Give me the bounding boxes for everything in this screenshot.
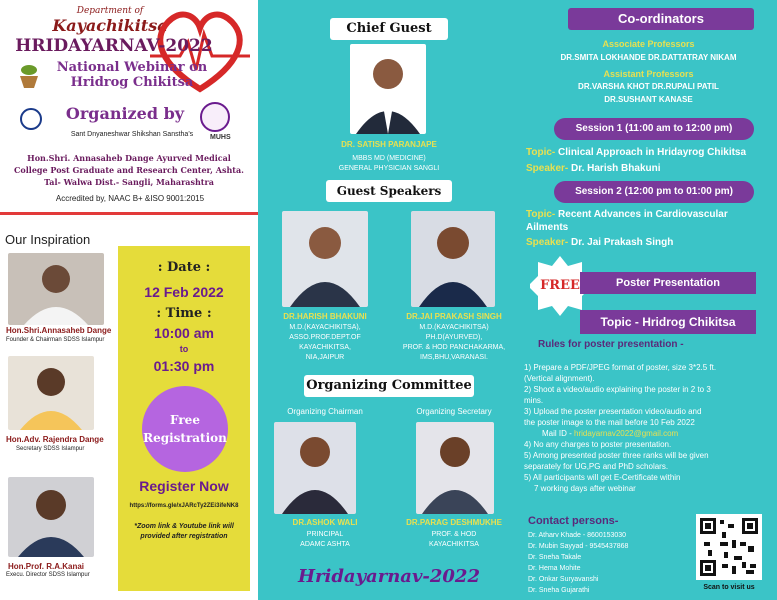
speaker-photo bbox=[411, 211, 495, 307]
chief-guest-desc bbox=[258, 154, 520, 174]
rule-item: 5) All participants will get E-Certificate within bbox=[524, 473, 681, 482]
mail-row bbox=[524, 428, 774, 439]
speaker-desc-line: ASSO.PROF.DEPT.OF bbox=[289, 334, 361, 341]
contacts-title: Contact persons- bbox=[528, 515, 619, 527]
time-to: to bbox=[179, 344, 189, 354]
chief-guest-photo bbox=[350, 44, 426, 134]
coordinators-title: Co-ordinators bbox=[568, 8, 754, 30]
speaker-desc-line: PROF. & HOD PANCHAKARMA, bbox=[402, 344, 506, 351]
organized-by: Organized by bbox=[65, 104, 185, 123]
rules-title: Rules for poster presentation - bbox=[538, 339, 684, 350]
mail-link[interactable]: hridayarnav2022@gmail.com bbox=[574, 429, 679, 438]
speaker-desc-line: PH.D(AYURVED), bbox=[425, 334, 483, 341]
rule-item: the poster image to the mail before 10 Feb 2022 bbox=[524, 418, 695, 427]
session-2-title: Session 2 (12:00 pm to 01:00 pm) bbox=[554, 181, 754, 203]
college-line: College Post Graduate and Research Center, Ashta. bbox=[14, 165, 244, 175]
committee-photo bbox=[416, 422, 494, 514]
mortar-icon bbox=[18, 62, 40, 90]
speaker-text: Dr. Jai Prakash Singh bbox=[571, 237, 674, 248]
rule-item: 7 working days after webinar bbox=[534, 484, 636, 493]
rule-item: mins. bbox=[524, 396, 544, 405]
assistant-title: Assistant Professors bbox=[603, 69, 694, 79]
inspiration-title: Our Inspiration bbox=[5, 232, 91, 247]
contact-person: Dr. Mubin Sayyad - 9545437868 bbox=[528, 543, 629, 550]
speaker-desc-line: M.D.(KAYACHIKITSA) bbox=[419, 324, 489, 331]
inspiration-photo bbox=[8, 253, 104, 325]
inspiration-role: Secretary SDSS Islampur bbox=[16, 446, 85, 452]
speaker-desc-line: M.D.(KAYACHIKITSA), bbox=[289, 324, 361, 331]
contact-person: Dr. Onkar Suryavanshi bbox=[528, 576, 599, 583]
muhs-logo-icon bbox=[200, 102, 230, 132]
speaker-desc bbox=[388, 323, 520, 363]
mail-label: Mail ID - bbox=[542, 429, 572, 438]
qr-code-icon[interactable] bbox=[696, 514, 762, 580]
committee-desc-line: ADAMC ASHTA bbox=[300, 541, 350, 548]
webinar-line1: National Webinar on bbox=[56, 60, 208, 75]
session-2-topic bbox=[526, 208, 766, 234]
topic-label: Topic- bbox=[526, 147, 556, 158]
middle-column bbox=[258, 0, 520, 600]
assistant-names: DR.SUSHANT KANASE bbox=[604, 95, 693, 104]
sanstha-logo-icon bbox=[20, 108, 42, 130]
inspiration-role: Founder & Chairman SDSS Islampur bbox=[6, 337, 105, 343]
speaker-label: Speaker- bbox=[526, 163, 569, 174]
topic-text: Clinical Approach in Hridayrog Chikitsa bbox=[558, 147, 747, 158]
committee-name: DR.ASHOK WALI bbox=[292, 518, 358, 527]
poster-presentation-title: Poster Presentation bbox=[580, 272, 756, 294]
zoom-note: *Zoom link & Youtube link will provided after registration bbox=[134, 523, 234, 540]
contact-person: Dr. Sneha Takale bbox=[528, 554, 582, 561]
associate-title: Associate Professors bbox=[602, 39, 695, 49]
webinar-line2: Hridrog Chikitsa bbox=[70, 75, 194, 90]
date-label: : Date : bbox=[157, 260, 211, 275]
committee-name: DR.PARAG DESHMUKHE bbox=[406, 518, 502, 527]
webinar-title bbox=[42, 60, 222, 90]
accreditation: Accredited by, NAAC B+ &ISO 9001:2015 bbox=[55, 194, 205, 203]
committee-desc-line: PROF. & HOD bbox=[431, 531, 477, 538]
rules-list bbox=[524, 362, 774, 494]
topic-text: Recent Advances in Cardiovascular Ailments bbox=[526, 209, 728, 233]
guest-speakers-title: Guest Speakers bbox=[326, 180, 452, 202]
chief-guest-degree: MBBS MD (MEDICINE) bbox=[352, 155, 426, 162]
inspiration-name: Hon.Prof. R.A.Kanai bbox=[8, 562, 85, 571]
committee-desc bbox=[388, 530, 520, 550]
speaker-photo bbox=[282, 211, 368, 307]
footer-brand: Hridayarnav-2022 bbox=[298, 566, 480, 587]
committee-photo bbox=[274, 422, 356, 514]
inspiration-name: Hon.Adv. Rajendra Dange bbox=[6, 435, 104, 444]
qr-label: Scan to visit us bbox=[703, 584, 755, 591]
free-line2: Registration bbox=[143, 431, 227, 445]
speaker-desc-line: NIA,JAIPUR bbox=[305, 354, 345, 361]
speaker-desc-line: IMS,BHU,VARANASI. bbox=[420, 354, 488, 361]
college-line: Hon.Shri. Annasaheb Dange Ayurved Medical bbox=[27, 153, 231, 163]
sanstha-name: Sant Dnyaneshwar Shikshan Sanstha's bbox=[70, 131, 194, 138]
committee-desc-line: KAYACHIKITSA bbox=[429, 541, 479, 548]
rule-item: 2) Shoot a video/audio explaining the poster in 2 to 3 bbox=[524, 385, 711, 394]
session-1-title: Session 1 (11:00 am to 12:00 pm) bbox=[554, 118, 754, 140]
inspiration-photo bbox=[8, 356, 94, 430]
event-date: 12 Feb 2022 bbox=[144, 284, 224, 300]
rule-item: 1) Prepare a PDF/JPEG format of poster, size 3*2.5 ft. bbox=[524, 363, 717, 372]
speaker-desc-line: KAYACHIKITSA, bbox=[299, 344, 351, 351]
time-start: 10:00 am bbox=[154, 325, 214, 341]
divider bbox=[0, 212, 258, 215]
rule-item: (Vertical alignment). bbox=[524, 374, 595, 383]
rule-item: 4) No any charges to poster presentation. bbox=[524, 440, 672, 449]
committee-desc-line: PRINCIPAL bbox=[306, 531, 344, 538]
chief-guest-name: DR. SATISH PARANJAPE bbox=[341, 140, 437, 149]
rule-item: 5) Among presented poster three ranks will be given bbox=[524, 451, 709, 460]
right-column bbox=[520, 0, 777, 600]
contact-person: Dr. Hema Mohite bbox=[528, 565, 581, 572]
contacts-list bbox=[528, 530, 698, 596]
college-name bbox=[6, 152, 252, 188]
organizing-committee-title: Organizing Committee bbox=[304, 375, 474, 397]
contact-person: Dr. Atharv Khade - 8600153030 bbox=[528, 532, 627, 539]
free-line1: Free bbox=[170, 413, 200, 427]
register-now: Register Now bbox=[139, 478, 229, 494]
free-label: FREE bbox=[540, 278, 580, 293]
time-end: 01:30 pm bbox=[153, 358, 215, 374]
speaker-desc bbox=[262, 323, 388, 363]
inspiration-name: Hon.Shri.Annasaheb Dange bbox=[6, 326, 112, 335]
poster-topic: Topic - Hridrog Chikitsa bbox=[580, 310, 756, 334]
left-column bbox=[0, 0, 258, 600]
speaker-text: Dr. Harish Bhakuni bbox=[571, 163, 661, 174]
rule-item: separately for UG,PG and PhD scholars. bbox=[524, 462, 669, 471]
speaker-name: DR.JAI PRAKASH SINGH bbox=[406, 312, 502, 321]
assistant-names: DR.VARSHA KHOT DR.RUPALI PATIL bbox=[578, 82, 719, 91]
rule-item: 3) Upload the poster presentation video/audio and bbox=[524, 407, 702, 416]
department-name: Kayachikitsa bbox=[52, 16, 168, 35]
session-1-topic bbox=[526, 147, 776, 158]
free-registration-badge bbox=[142, 386, 228, 472]
muhs-label: MUHS bbox=[210, 134, 231, 141]
committee-role: Organizing Secretary bbox=[416, 407, 492, 416]
speaker-label: Speaker- bbox=[526, 237, 569, 248]
session-1-speaker bbox=[526, 163, 776, 174]
topic-label: Topic- bbox=[526, 209, 556, 220]
event-title: HRIDAYARNAV-2022 bbox=[15, 36, 213, 56]
department-label: Department of bbox=[76, 6, 144, 16]
time-label: : Time : bbox=[156, 306, 212, 321]
event-info-panel bbox=[118, 246, 250, 591]
contact-person: Dr. Sneha Gujarathi bbox=[528, 587, 590, 594]
associate-names: DR.SMITA LOKHANDE DR.DATTATRAY NIKAM bbox=[560, 53, 737, 62]
session-2-speaker bbox=[526, 237, 776, 248]
chief-guest-role: GENERAL PHYSICIAN SANGLI bbox=[338, 165, 440, 172]
committee-desc bbox=[260, 530, 390, 550]
speaker-name: DR.HARISH BHAKUNI bbox=[283, 312, 367, 321]
register-link[interactable]: https://forms.gle/xJARcTy2ZEi3ifeNK8 bbox=[129, 503, 239, 509]
chief-guest-title: Chief Guest bbox=[330, 18, 448, 40]
committee-role: Organizing Chairman bbox=[287, 407, 363, 416]
inspiration-photo bbox=[8, 477, 94, 557]
inspiration-role: Execu. Director SDSS Islampur bbox=[6, 572, 90, 578]
college-line: Tal- Walwa Dist.- Sangli, Maharashtra bbox=[44, 177, 214, 187]
